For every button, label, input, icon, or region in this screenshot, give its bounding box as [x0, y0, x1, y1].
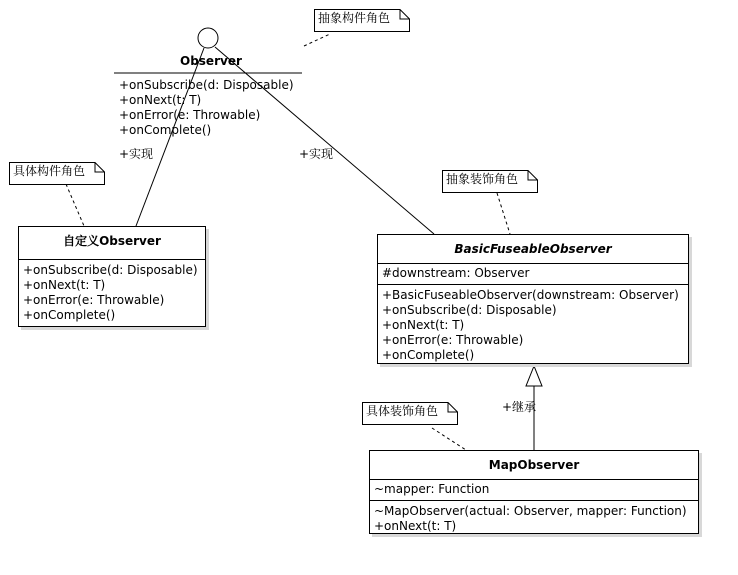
class-fields	[378, 263, 688, 284]
class-methods	[370, 500, 698, 537]
note-connector-concrete-component	[66, 184, 84, 226]
implements-label-right: +实现	[299, 147, 334, 161]
class-method: +onSubscribe(d: Disposable)	[23, 263, 198, 277]
interface-method: +onNext(t: T)	[119, 93, 202, 107]
note-text: 抽象装饰角色	[446, 172, 519, 186]
class-map-observer[interactable]	[369, 450, 699, 534]
note-connector-concrete-decorator	[432, 428, 466, 450]
class-method: +onNext(t: T)	[382, 318, 465, 332]
class-method: +onNext(t: T)	[374, 519, 457, 533]
note-abstract-decorator	[442, 170, 538, 193]
class-method: +BasicFuseableObserver(downstream: Observer)	[382, 288, 679, 302]
realization-line-basic	[215, 47, 434, 234]
interface-method: +onSubscribe(d: Disposable)	[119, 78, 294, 92]
note-concrete-component	[9, 162, 105, 185]
interface-method: +onError(e: Throwable)	[119, 108, 261, 122]
interface-circle-icon	[198, 28, 218, 48]
note-connector-abstract-component	[304, 34, 330, 46]
observer-interface-name: Observer	[180, 54, 242, 68]
note-text: 抽象构件角色	[318, 11, 391, 25]
class-field: #downstream: Observer	[382, 266, 530, 280]
class-method: ~MapObserver(actual: Observer, mapper: Function)	[374, 504, 687, 518]
class-field: ~mapper: Function	[374, 482, 490, 496]
class-basic-fuseable-observer[interactable]	[377, 234, 689, 364]
note-concrete-decorator	[362, 402, 458, 425]
implements-label-left: +实现	[119, 147, 154, 161]
class-name: 自定义Observer	[63, 234, 161, 248]
note-abstract-component	[314, 9, 410, 32]
class-custom-observer[interactable]	[18, 226, 206, 327]
class-method: +onComplete()	[23, 308, 116, 322]
note-connector-abstract-decorator	[497, 193, 510, 234]
class-method: +onSubscribe(d: Disposable)	[382, 303, 557, 317]
class-name: MapObserver	[488, 458, 580, 472]
class-name: BasicFuseableObserver	[454, 242, 612, 256]
interface-method: +onComplete()	[119, 123, 212, 137]
observer-interface-methods	[119, 78, 294, 138]
class-method: +onError(e: Throwable)	[23, 293, 165, 307]
inherits-label: +继承	[502, 400, 537, 414]
class-method: +onNext(t: T)	[23, 278, 106, 292]
class-method: +onComplete()	[382, 348, 475, 362]
note-text: 具体装饰角色	[366, 404, 439, 418]
note-text: 具体构件角色	[13, 164, 86, 178]
inheritance-arrow-icon	[526, 366, 542, 386]
class-methods	[19, 259, 205, 326]
class-fields	[370, 479, 698, 500]
class-methods	[378, 284, 688, 366]
class-method: +onError(e: Throwable)	[382, 333, 524, 347]
